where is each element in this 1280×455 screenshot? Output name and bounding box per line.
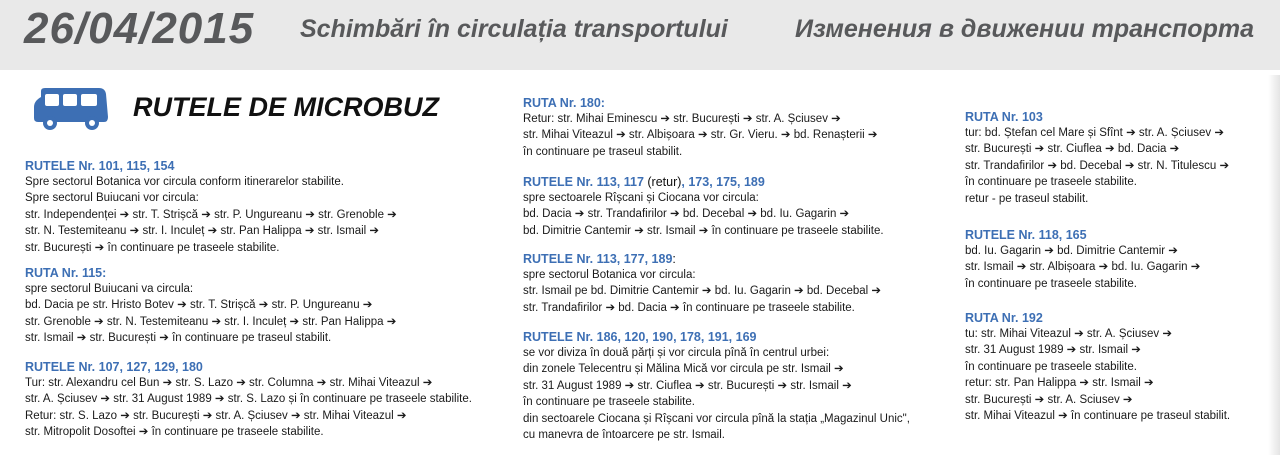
route-line: spre sectorul Botanica vor circula: [523, 269, 696, 281]
route-line: str. 31 August 1989 ➔ str. Ciuflea ➔ str. București ➔ str. Ismail ➔ [523, 379, 852, 392]
route-line: str. N. Testemiteanu ➔ str. I. Inculeț ➔ str. Pan Halippa ➔ str. Ismail ➔ [25, 225, 380, 238]
route-line: cu manevra de întoarcere pe str. Ismail. [523, 429, 725, 442]
section-title: RUTELE DE MICROBUZ [133, 92, 439, 122]
route-line: spre sectoarele Rîșcani și Ciocana vor circula: [523, 192, 759, 204]
route-heading: RUTELE Nr. 101, 115, 154 [25, 159, 175, 173]
route-block-103 [965, 109, 1229, 207]
route-line: str. București ➔ în continuare pe traseele stabilite. [25, 241, 280, 254]
route-heading [523, 251, 881, 267]
route-line: str. Mihai Viteazul ➔ în continuare pe traseul stabilit. [965, 410, 1231, 423]
route-heading-part: RUTELE Nr. 113, 117 [523, 175, 648, 189]
route-line: Retur: str. Mihai Eminescu ➔ str. București ➔ str. A. Șciusev ➔ [523, 113, 841, 125]
route-line: bd. Iu. Gagarin ➔ bd. Dimitrie Cantemir ➔ [965, 245, 1178, 257]
route-line: în continuare pe traseele stabilite. [965, 360, 1137, 373]
route-line: Spre sectorul Botanica vor circula conform itinerarelor stabilite. [25, 176, 344, 188]
route-line: retur: str. Pan Halippa ➔ str. Ismail ➔ [965, 377, 1154, 390]
route-line: Spre sectorul Buiucani vor circula: [25, 192, 199, 205]
route-line: str. Ismail pe bd. Dimitrie Cantemir ➔ bd. Iu. Gagarin ➔ bd. Decebal ➔ [523, 285, 882, 298]
date-label: 26/04/2015 [24, 4, 255, 53]
route-heading-part: RUTELE Nr. 113, 177, 189 [523, 252, 673, 266]
route-line: str. Independenței ➔ str. T. Strișcă ➔ str. P. Ungureanu ➔ str. Grenoble ➔ [25, 208, 397, 221]
route-block-115 [25, 265, 396, 347]
route-line: str. București ➔ str. Ciuflea ➔ bd. Dacia ➔ [965, 143, 1180, 156]
route-block-101-115-154 [25, 158, 397, 256]
route-heading [523, 174, 884, 190]
route-heading-note: (retur) [647, 175, 682, 189]
route-line: în continuare pe traseele stabilite. [523, 396, 695, 409]
route-line: bd. Dimitrie Cantemir ➔ str. Ismail ➔ în continuare pe traseele stabilite. [523, 224, 884, 237]
route-block-180 [523, 95, 878, 160]
route-block-107-127-129-180 [25, 359, 472, 441]
route-block-186-120-190-178-191-169 [523, 329, 910, 443]
route-line: Tur: str. Alexandru cel Bun ➔ str. S. Lazo ➔ str. Columna ➔ str. Mihai Viteazul ➔ [25, 377, 433, 389]
route-heading-colon: : [672, 252, 676, 266]
route-line: bd. Dacia ➔ str. Trandafirilor ➔ bd. Decebal ➔ bd. Iu. Gagarin ➔ [523, 208, 850, 221]
route-line: str. A. Șciusev ➔ str. 31 August 1989 ➔ str. S. Lazo și în continuare pe traseele stabilite. [25, 393, 472, 406]
route-line: str. Ismail ➔ str. București ➔ în continuare pe traseul stabilit. [25, 332, 332, 345]
route-line: spre sectorul Buiucani va circula: [25, 283, 194, 295]
route-line: str. Trandafirilor ➔ bd. Dacia ➔ în continuare pe traseele stabilite. [523, 301, 855, 314]
route-line: tur: bd. Ștefan cel Mare și Sfînt ➔ str. A. Șciusev ➔ [965, 127, 1224, 139]
route-line: din zonele Telecentru și Mălina Mică vor circula pe str. Ismail ➔ [523, 363, 844, 376]
route-heading-part: , 173, 175, 189 [681, 175, 765, 189]
route-block-192 [965, 310, 1230, 424]
route-line: str. Grenoble ➔ str. N. Testemiteanu ➔ str. I. Inculeț ➔ str. Pan Halippa ➔ [25, 315, 397, 328]
route-block-113-177-189 [523, 251, 881, 316]
route-heading: RUTELE Nr. 107, 127, 129, 180 [25, 360, 203, 374]
route-line: în continuare pe traseele stabilite. [965, 277, 1137, 290]
route-heading: RUTA Nr. 192 [965, 311, 1043, 325]
route-line: str. Mihai Viteazul ➔ str. Albișoara ➔ str. Gr. Vieru. ➔ bd. Renașterii ➔ [523, 129, 878, 142]
route-heading: RUTELE Nr. 118, 165 [965, 228, 1087, 242]
route-heading: RUTA Nr. 180: [523, 96, 605, 110]
route-line: Retur: str. S. Lazo ➔ str. București ➔ str. A. Șciusev ➔ str. Mihai Viteazul ➔ [25, 409, 407, 422]
route-line: tu: str. Mihai Viteazul ➔ str. A. Șciusev ➔ [965, 328, 1172, 340]
route-block-118-165 [965, 227, 1200, 292]
route-line: din sectoarele Ciocana și Rîșcani vor circula pînă la stația „Magazinul Unic", [523, 412, 910, 425]
route-line: în continuare pe traseele stabilite. [965, 176, 1137, 189]
route-line: str. Mitropolit Dosoftei ➔ în continuare pe traseele stabilite. [25, 426, 324, 439]
route-heading: RUTELE Nr. 186, 120, 190, 178, 191, 169 [523, 330, 757, 344]
route-heading: RUTA Nr. 103 [965, 110, 1043, 124]
route-line: str. Ismail ➔ str. Albișoara ➔ bd. Iu. Gagarin ➔ [965, 261, 1201, 274]
route-block-113-117-173-175-189 [523, 174, 884, 239]
route-line: str. 31 August 1989 ➔ str. Ismail ➔ [965, 344, 1141, 357]
header-title-ru: Изменения в движении транспорта [795, 15, 1254, 43]
header-title-ro: Schimbări în circulația transportului [300, 15, 728, 43]
route-line: se vor diviza în două părți și vor circula pînă în centrul urbei: [523, 347, 830, 359]
route-line: str. Trandafirilor ➔ bd. Decebal ➔ str. N. Titulescu ➔ [965, 159, 1230, 172]
page-edge-shadow [1268, 75, 1280, 455]
route-line: retur - pe traseul stabilit. [965, 192, 1089, 205]
bus-icon [33, 87, 109, 131]
route-line: bd. Dacia pe str. Hristo Botev ➔ str. T. Strișcă ➔ str. P. Ungureanu ➔ [25, 299, 373, 312]
route-line: în continuare pe traseul stabilit. [523, 145, 683, 158]
route-heading: RUTA Nr. 115: [25, 266, 107, 280]
route-line: str. București ➔ str. A. Sciusev ➔ [965, 393, 1133, 406]
